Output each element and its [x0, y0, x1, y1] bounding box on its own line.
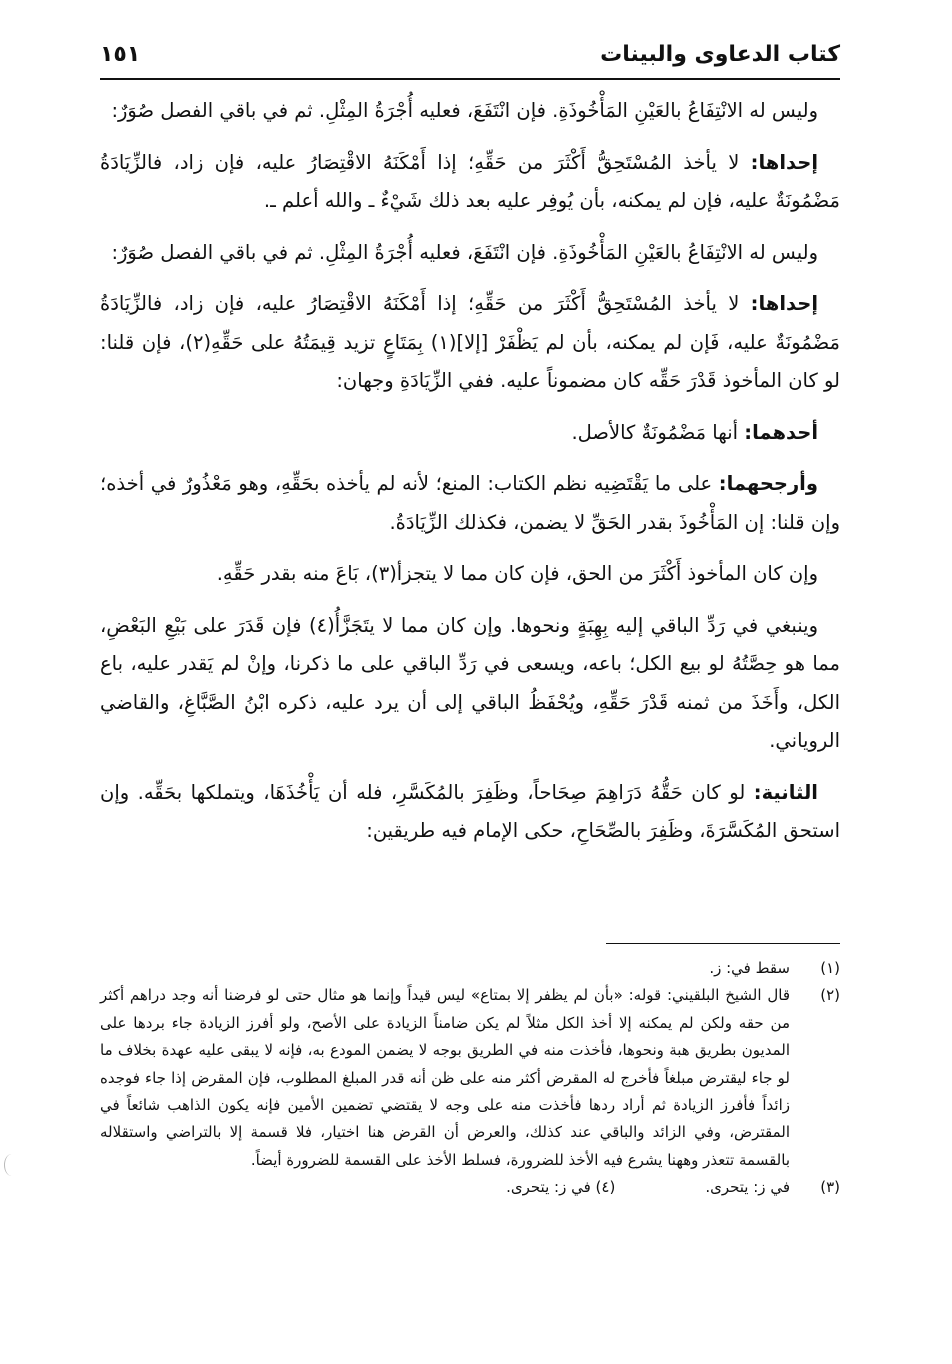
paragraph: وإن كان المأخوذ أَكْثَرَ من الحق، فإن كان مما لا يتجزأ(٣)، بَاعَ منه بقدر حَقِّهِ. — [216, 562, 818, 585]
paragraph: وليس له الانْتِفَاعُ بالعَيْنِ المَأْخُوذَةِ. فإن انْتَفَعَ، فعليه أُجْرَةُ المِثْلِ. ثم في باقي الفصل صُوَرٌ: — [111, 240, 818, 264]
running-header — [100, 42, 840, 76]
paragraph: وينبغي في رَدِّ الباقي إليه بِهِبَةٍ ونحوها. وإن كان مما لا يتَجَزَّأُ(٤) فإن قَدَرَ على بَيْعِ البَعْضِ، مما هو حِصَّتُهُ لو بيع الكل؛ باعه، ويسعى في رَدِّ الباقي على ما ذكرنا، وإنْ لم يَقدر عليه، باع الكل، وأَخَذَ من ثمنه قَدْرَ حَقِّهِ، ويُحْفَظُ الباقي إلى أن يرد عليه، ذكره ابْنُ الصَّبَّاغِ، والقاضي الروياني. — [100, 613, 840, 752]
paragraph: إحداها: لا يأخذ المُسْتَحِقُّ أَكْثَرَ من حَقِّهِ؛ إذا أَمْكَنَهُ الاقْتِصَارُ عليه، فإن زاد، فالزِّيَادَةُ مَضْمُونَةٌ عليه، فَإن لم يمكنه، بأن لم يَظْفَرْ [إلا](١) بِمَتَاعٍ تزيد قِيمَتُهُ على حَقِّهِ(٢)، فإن قلنا: لو كان المأخوذ قَدْرَ حَقِّه كان مضموناً عليه. ففي الزِّيَادَةِ وجهان: — [100, 292, 840, 392]
paragraph: أحدهما: أنها مَضْمُونَةٌ كالأصل. — [571, 420, 818, 444]
paragraph-lead: الثانية: — [753, 780, 818, 804]
footnotes — [100, 955, 840, 1202]
footnote-text: سقط في: ز. — [709, 959, 790, 977]
paragraph-lead: إحداها: — [750, 292, 818, 315]
paragraph: إحداها: لا يأخذ المُسْتَحِقُّ أَكْثَرَ من حَقِّهِ؛ إذا أَمْكَنَهُ الاقْتِصَارُ عليه، فإن زاد، فالزِّيَادَةُ مَضْمُونَةٌ عليه، فإن لم يمكنه، بأن يُوفِر عليه بعد ذلك شَيْءٌ ـ والله أعلم ـ. — [100, 150, 840, 212]
footnote — [100, 955, 840, 982]
paragraph-lead: وأرجحهما: — [718, 472, 818, 495]
book-title: كتاب الدعاوى والبينات — [600, 42, 840, 67]
paragraph-lead: أحدهما: — [744, 420, 818, 444]
footnote — [100, 982, 840, 1174]
footnote-number: (١) — [820, 959, 840, 977]
paragraph: وليس له الانْتِفَاعُ بالعَيْنِ المَأْخُوذَةِ. فإن انْتَفَعَ، فعليه أُجْرَةُ المِثْلِ. ثم في باقي الفصل صُوَرٌ: — [111, 99, 818, 122]
paragraph: الثانية: لو كان حَقُّهُ دَرَاهِمَ صِحَاحاً، وظَفِرَ بالمُكَسَّرِ، فله أن يَأْخُذَهَا، ويتملكها بحَقِّه. وإن استحق المُكَسَّرَةَ، وظَفِرَ بالصِّحَاحِ، حكى الإمام فيه طريقين: — [100, 780, 840, 842]
paragraph: وأرجحهما: على ما يَقْتَضِيه نظم الكتاب: المنع؛ لأنه لم يأخذه بحَقِّهِ، وهو مَعْذُورٌ في أخذه؛ وإن قلنا: إن المَأْخُوذَ بقدر الحَقِّ لا يضمن، فكذلك الزِّيَادَةُ. — [100, 472, 840, 534]
main-text — [100, 92, 840, 864]
paragraph-lead: إحداها: — [750, 150, 818, 174]
scan-margin-mark — [4, 1154, 19, 1176]
header-rule — [100, 78, 840, 80]
footnote-text: قال الشيخ البلقيني: قوله: «بأن لم يظفر إلا بمتاع» ليس قيداً وإنما هو مثال حتى لو فرضنا أنه وجد دراهم أكثر من حقه ولكن لم يمكنه إلا أخذ الكل مثلاً لم يكن ضامناً الزيادة على الأصح، ولو أفرز الزيادة جاء بردها على المديون بطريق هبة ونحوها، فأخذت منه في الطريق بوجه لا يضمن المودع به، فإنه لا يبقى عليه عهدة بخلاف ما لو جاء ليقترض مبلغاً فأخرج له المقرض أكثر منه على ظن أنه قدر المبلغ المطلوب، فإن المقرض إذا جاء فوجده زائداً فأفرز الزيادة ثم أراد ردها فأخذت منه على وجه لا يقتضي تضمين الأمين فإنه يكون الذاهب شائعاً في المقترض، وفي الزائد والباقي عند كذلك، والعرض أن القرض هنا اختيار، فلا قسمة إلا بالتراضي واستقلاله بالقسمة تتعذر وههنا يشرع فيه الأخذ للضرورة، فسلط الأخذ على القسمة للضرورة أيضاً. — [100, 986, 790, 1169]
footnote-text: (٤) في ز: يتحرى. — [506, 1178, 616, 1197]
book-page — [100, 30, 840, 1340]
page-number: ١٥١ — [100, 42, 141, 67]
footnote-number: (٢) — [820, 986, 840, 1005]
footnote-number: (٣) — [820, 1178, 840, 1197]
footnote-rule — [606, 943, 840, 944]
footnote-text: في ز: يتحرى. — [705, 1178, 790, 1197]
footnote — [100, 1174, 840, 1201]
